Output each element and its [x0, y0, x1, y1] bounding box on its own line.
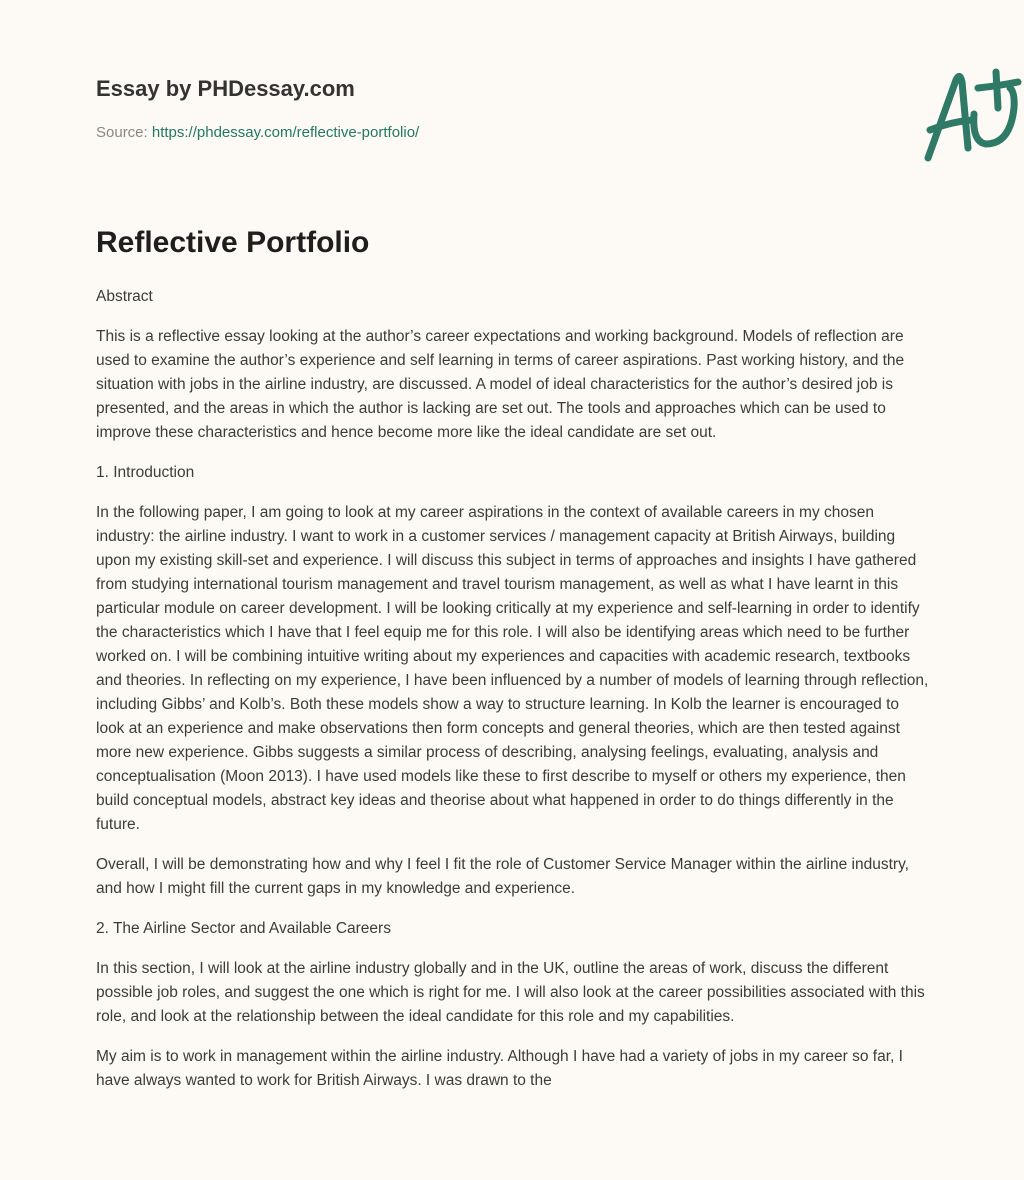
source-line	[96, 124, 419, 141]
paragraph: In the following paper, I am going to look at my career aspirations in the context of available careers in my chosen industry: the airline industry. I want to work in a customer services / management capacity at British Airways, building upon my existing skill-set and experience. I will discuss this subject in terms of approaches and insights I have gathered from studying international tourism management and travel tourism management, as well as what I have learnt in this particular module on career development. I will be looking critically at my experience and self-learning in order to identify the characteristics which I have that I feel equip me for this role. I will also be identifying areas which need to be further worked on. I will be combining intuitive writing about my experiences and capacities with academic research, textbooks and theories. In reflecting on my experience, I have been influenced by a number of models of learning through reflection, including Gibbs’ and Kolb’s. Both these models show a way to structure learning. In Kolb the learner is encouraged to look at an experience and make observations then form concepts and general theories, which are then tested against more new experience. Gibbs suggests a similar process of describing, analysing feelings, evaluating, analysis and conceptualisation (Moon 2013). I have used models like these to first describe to myself or others my experience, then build conceptual models, abstract key ideas and theorise about what happened in order to do things differently in the future.	[96, 504, 929, 833]
section-heading-introduction: 1. Introduction	[96, 464, 195, 481]
paragraph: My aim is to work in management within the airline industry. Although I have had a variety of jobs in my career so far, I have always wanted to work for British Airways. I was drawn to the	[96, 1048, 903, 1089]
source-label: Source:	[96, 124, 148, 141]
paragraph: In this section, I will look at the airline industry globally and in the UK, outline the areas of work, discuss the different possible job roles, and suggest the one which is right for me. I will also look at the career possibilities associated with this role, and look at the relationship between the ideal candidate for this role and my capabilities.	[96, 960, 925, 1025]
section-heading-abstract: Abstract	[96, 288, 153, 305]
paragraph: This is a reflective essay looking at the author’s career expectations and working background. Models of reflection are used to examine the author’s experience and self learning in terms of career aspirations. Past working history, and the situation with jobs in the airline industry, are discussed. A model of ideal characteristics for the author’s desired job is presented, and the areas in which the author is lacking are set out. The tools and approaches which can be used to improve these characteristics and hence become more like the ideal candidate are set out.	[96, 328, 905, 441]
paragraph: Overall, I will be demonstrating how and why I feel I fit the role of Customer Service Manager within the airline industry, and how I might fill the current gaps in my knowledge and experience.	[96, 856, 909, 897]
site-title: Essay by PHDessay.com	[96, 76, 355, 101]
a-plus-logo-icon	[916, 68, 1024, 164]
source-link[interactable]: https://phdessay.com/reflective-portfolio/	[151, 124, 420, 141]
section-heading-airline-sector: 2. The Airline Sector and Available Careers	[96, 920, 391, 937]
essay-body	[96, 285, 930, 1109]
essay-title: Reflective Portfolio	[96, 226, 370, 259]
